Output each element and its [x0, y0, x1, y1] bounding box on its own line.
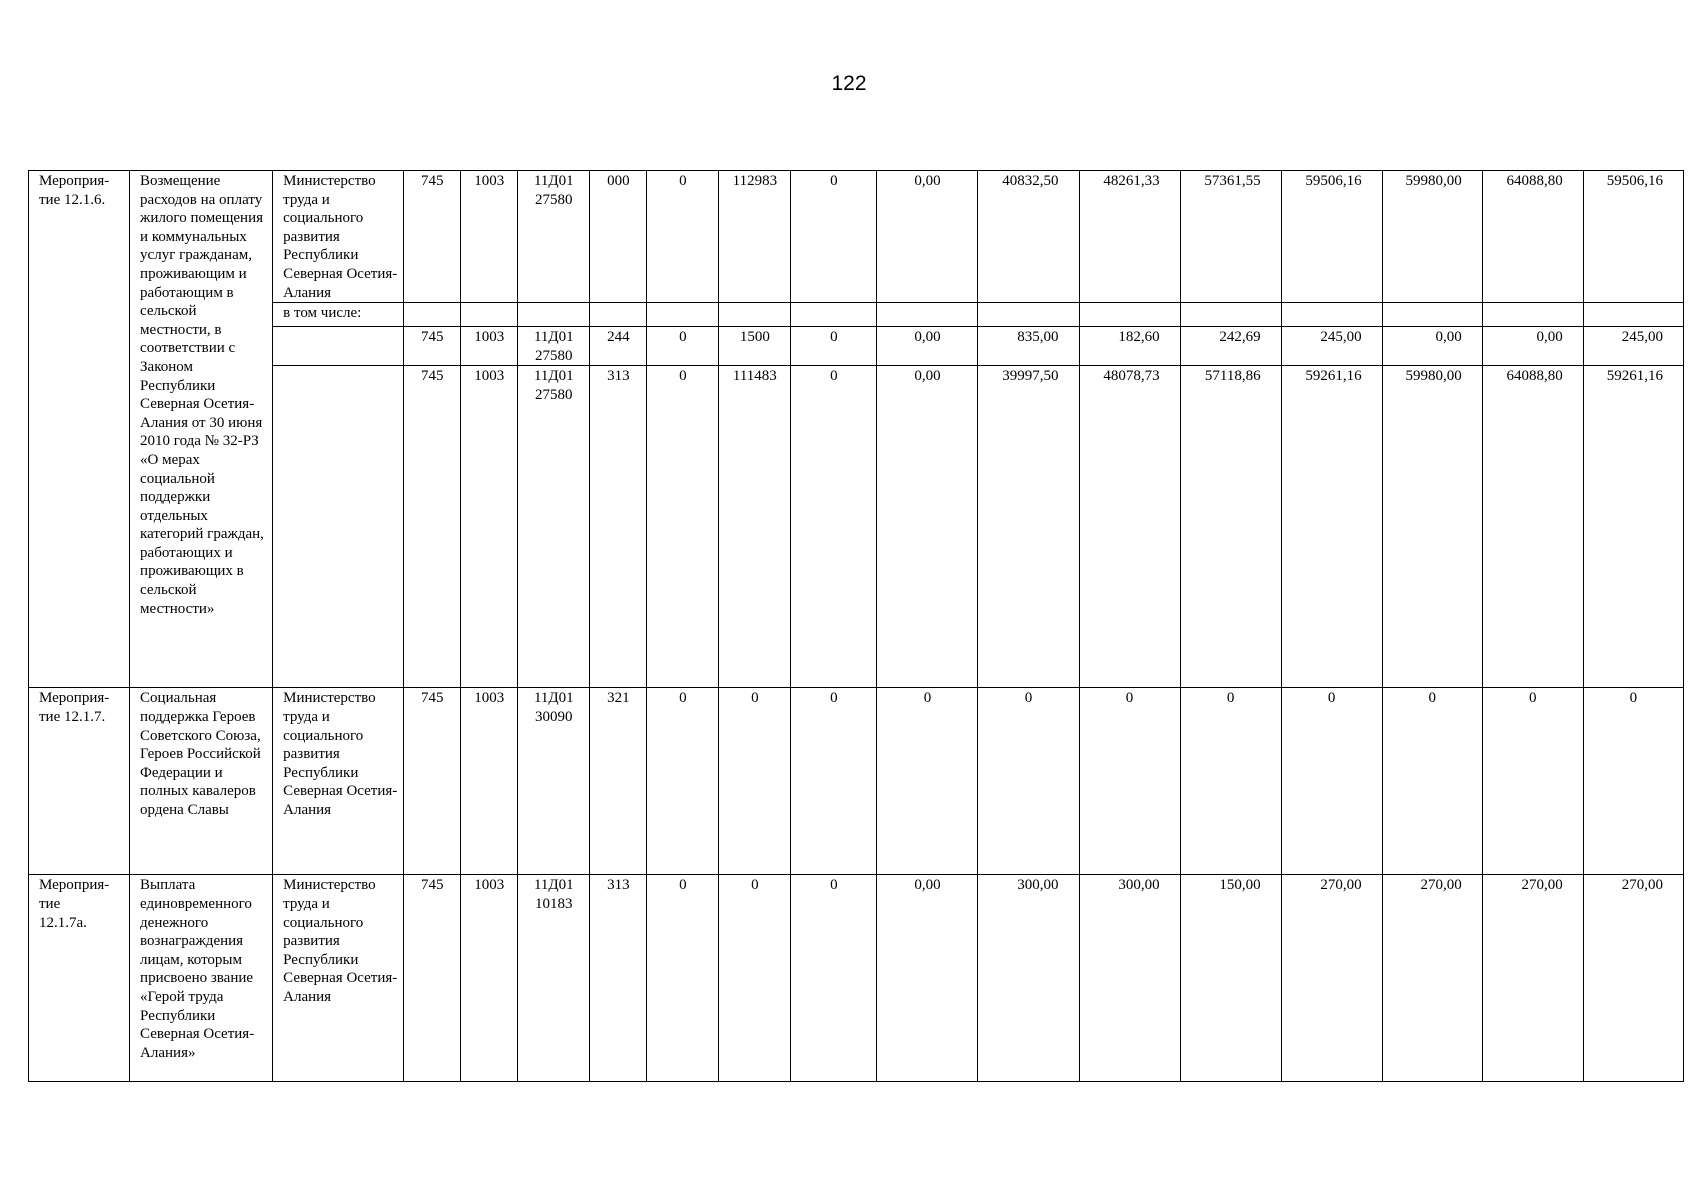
csr-cell: 11Д01 27580 [518, 171, 590, 303]
value-cell: 0 [791, 171, 877, 303]
empty-cell [1382, 303, 1482, 327]
measure-name: Социальная поддержка Героев Советского Союза, Героев Российской Федерации и полных кавалеров ордена Славы [130, 688, 273, 875]
value-cell: 835,00 [978, 327, 1079, 366]
csr-cell: 11Д01 10183 [518, 875, 590, 1082]
grbs-cell: 745 [404, 327, 461, 366]
value-cell: 111483 [719, 366, 791, 688]
table-row-sub-244 [29, 327, 1684, 366]
empty-cell [719, 303, 791, 327]
value-cell: 0 [647, 875, 719, 1082]
empty-cell [518, 303, 590, 327]
vr-cell: 321 [590, 688, 647, 875]
value-cell: 0,00 [1482, 327, 1583, 366]
empty-cell [461, 303, 518, 327]
table-row-12-1-7a [29, 875, 1684, 1082]
table-row-sub-313 [29, 366, 1684, 688]
empty-cell [1281, 303, 1382, 327]
table-row-including [29, 303, 1684, 327]
value-cell: 112983 [719, 171, 791, 303]
rzpr-cell: 1003 [461, 688, 518, 875]
value-cell: 0 [978, 688, 1079, 875]
value-cell: 0 [1583, 688, 1683, 875]
value-cell: 0 [647, 366, 719, 688]
value-cell: 0 [1079, 688, 1180, 875]
value-cell: 48261,33 [1079, 171, 1180, 303]
value-cell: 0 [647, 688, 719, 875]
empty-cell [791, 303, 877, 327]
empty-cell [590, 303, 647, 327]
grbs-cell: 745 [404, 171, 461, 303]
executor: Министерство труда и социального развития Республики Северная Осетия-Алания [273, 875, 404, 1082]
executor: Министерство труда и социального развития Республики Северная Осетия-Алания [273, 171, 404, 303]
empty-cell [978, 303, 1079, 327]
grbs-cell: 745 [404, 688, 461, 875]
empty-cell [273, 366, 404, 688]
measure-code: Мероприя- тие 12.1.7а. [29, 875, 130, 1082]
value-cell: 59506,16 [1281, 171, 1382, 303]
rzpr-cell: 1003 [461, 875, 518, 1082]
value-cell: 59261,16 [1583, 366, 1683, 688]
value-cell: 242,69 [1180, 327, 1281, 366]
empty-cell [1180, 303, 1281, 327]
value-cell: 0,00 [877, 171, 978, 303]
vr-cell: 244 [590, 327, 647, 366]
vr-cell: 000 [590, 171, 647, 303]
value-cell: 59980,00 [1382, 171, 1482, 303]
csr-cell: 11Д01 30090 [518, 688, 590, 875]
empty-cell [404, 303, 461, 327]
empty-cell [1482, 303, 1583, 327]
value-cell: 0 [791, 875, 877, 1082]
value-cell: 300,00 [978, 875, 1079, 1082]
value-cell: 0 [719, 688, 791, 875]
value-cell: 0,00 [877, 875, 978, 1082]
table-row-12-1-6 [29, 171, 1684, 303]
vr-cell: 313 [590, 366, 647, 688]
value-cell: 0 [1281, 688, 1382, 875]
value-cell: 0 [1382, 688, 1482, 875]
value-cell: 0 [791, 327, 877, 366]
measure-name: Выплата единовременного денежного вознаграждения лицам, которым присвоено звание «Герой труда Республики Северная Осетия-Алания» [130, 875, 273, 1082]
value-cell: 245,00 [1583, 327, 1683, 366]
value-cell: 270,00 [1281, 875, 1382, 1082]
rzpr-cell: 1003 [461, 366, 518, 688]
value-cell: 0 [1482, 688, 1583, 875]
empty-cell [1583, 303, 1683, 327]
value-cell: 0 [647, 171, 719, 303]
value-cell: 39997,50 [978, 366, 1079, 688]
executor: Министерство труда и социального развития Республики Северная Осетия-Алания [273, 688, 404, 875]
csr-cell: 11Д01 27580 [518, 366, 590, 688]
value-cell: 0 [719, 875, 791, 1082]
grbs-cell: 745 [404, 366, 461, 688]
value-cell: 150,00 [1180, 875, 1281, 1082]
value-cell: 300,00 [1079, 875, 1180, 1082]
value-cell: 59506,16 [1583, 171, 1683, 303]
value-cell: 0,00 [877, 366, 978, 688]
empty-cell [647, 303, 719, 327]
value-cell: 0,00 [877, 327, 978, 366]
value-cell: 270,00 [1583, 875, 1683, 1082]
budget-table [28, 170, 1684, 1082]
value-cell: 40832,50 [978, 171, 1079, 303]
value-cell: 0,00 [1382, 327, 1482, 366]
rzpr-cell: 1003 [461, 171, 518, 303]
value-cell: 57118,86 [1180, 366, 1281, 688]
value-cell: 0 [791, 688, 877, 875]
value-cell: 182,60 [1079, 327, 1180, 366]
value-cell: 64088,80 [1482, 366, 1583, 688]
grbs-cell: 745 [404, 875, 461, 1082]
value-cell: 0 [791, 366, 877, 688]
empty-cell [273, 327, 404, 366]
value-cell: 245,00 [1281, 327, 1382, 366]
value-cell: 64088,80 [1482, 171, 1583, 303]
empty-cell [1079, 303, 1180, 327]
value-cell: 270,00 [1382, 875, 1482, 1082]
table-row-12-1-7 [29, 688, 1684, 875]
value-cell: 1500 [719, 327, 791, 366]
value-cell: 59980,00 [1382, 366, 1482, 688]
measure-name: Возмещение расходов на оплату жилого помещения и коммунальных услуг гражданам, проживающим и работающим в сельской местности, в соответствии с Законом Республики Северная Осетия-Алания от 30 июня 2010 года № 32-РЗ «О мерах социальной поддержки отдельных категорий граждан, работающих и проживающих в сельской местности» [130, 171, 273, 688]
including-label: в том числе: [273, 303, 404, 327]
measure-code: Мероприя- тие 12.1.6. [29, 171, 130, 688]
value-cell: 0 [647, 327, 719, 366]
measure-code: Мероприя- тие 12.1.7. [29, 688, 130, 875]
value-cell: 270,00 [1482, 875, 1583, 1082]
csr-cell: 11Д01 27580 [518, 327, 590, 366]
vr-cell: 313 [590, 875, 647, 1082]
value-cell: 59261,16 [1281, 366, 1382, 688]
value-cell: 57361,55 [1180, 171, 1281, 303]
value-cell: 0 [877, 688, 978, 875]
value-cell: 48078,73 [1079, 366, 1180, 688]
rzpr-cell: 1003 [461, 327, 518, 366]
empty-cell [877, 303, 978, 327]
page-number: 122 [831, 72, 867, 95]
value-cell: 0 [1180, 688, 1281, 875]
